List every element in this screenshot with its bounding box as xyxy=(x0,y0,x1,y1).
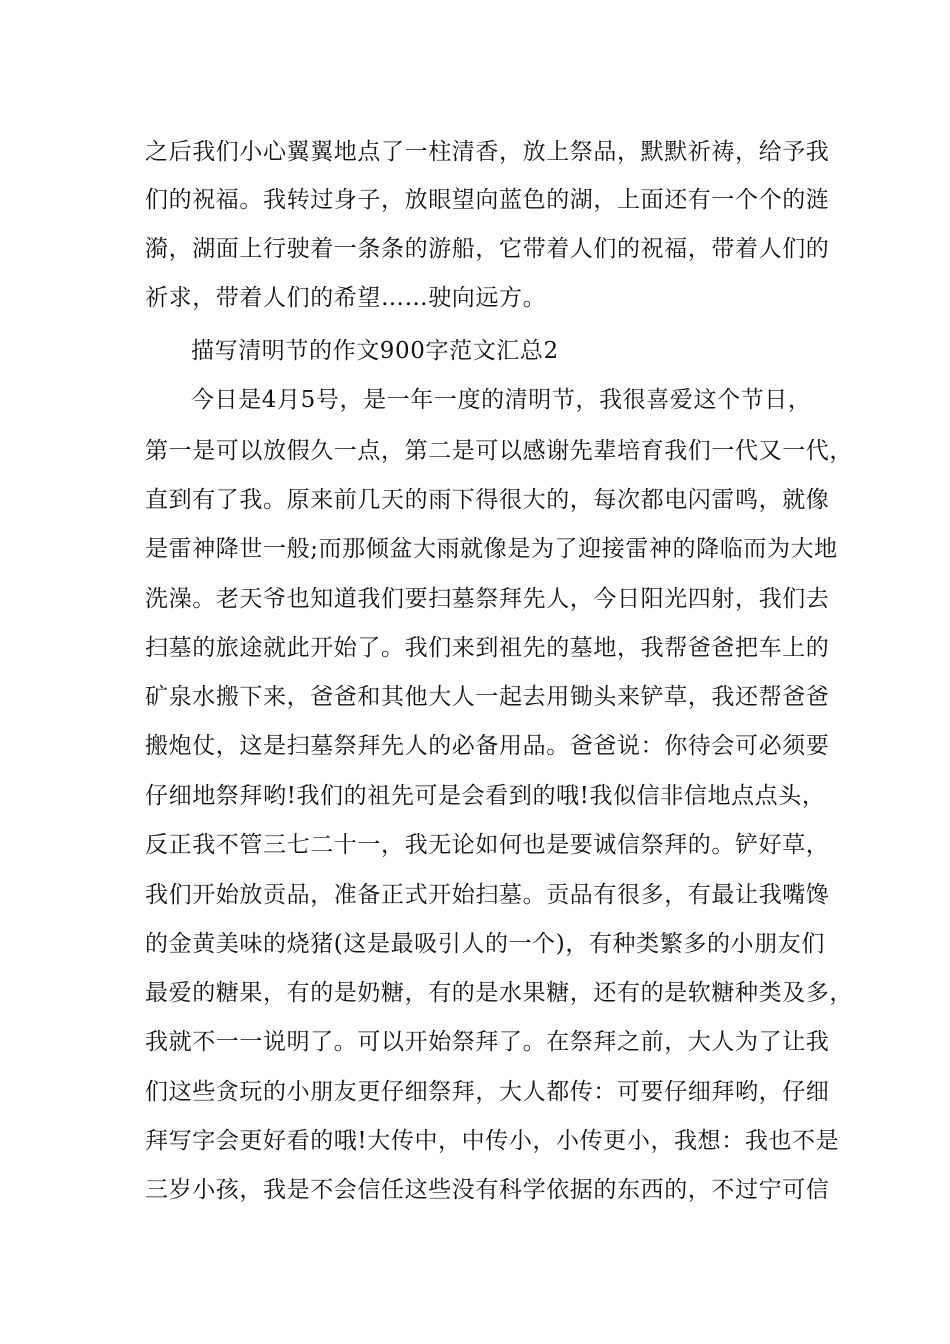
text-line: 是雷神降世一般;而那倾盆大雨就像是为了迎接雷神的降临而为大地 xyxy=(145,536,838,562)
text-line: 之后我们小心翼翼地点了一柱清香，放上祭品，默默祈祷，给予我 xyxy=(145,139,830,165)
text-line: 第一是可以放假久一点，第二是可以感谢先辈培育我们一代又一代， xyxy=(145,438,853,464)
text-line: 最爱的糖果，有的是奶糖，有的是水果糖，还有的是软糖种类及多， xyxy=(145,980,853,1006)
text-line: 三岁小孩，我是不会信任这些没有科学依据的东西的，不过宁可信 xyxy=(145,1177,830,1203)
text-line: 漪，湖面上行驶着一条条的游船，它带着人们的祝福，带着人们的 xyxy=(145,236,830,262)
section-title: 描写清明节的作文900字范文汇总2 xyxy=(191,338,559,364)
text-line: 们这些贪玩的小朋友更仔细祭拜，大人都传：可要仔细拜哟，仔细 xyxy=(145,1079,830,1105)
text-line: 洗澡。老天爷也知道我们要扫墓祭拜先人，今日阳光四射，我们去 xyxy=(145,586,830,612)
text-line: 的金黄美味的烧猪(这是最吸引人的一个)，有种类繁多的小朋友们 xyxy=(145,931,825,957)
text-line: 们的祝福。我转过身子，放眼望向蓝色的湖，上面还有一个个的涟 xyxy=(145,187,830,213)
text-line: 矿泉水搬下来，爸爸和其他大人一起去用锄头来铲草，我还帮爸爸 xyxy=(145,684,830,710)
text-line: 仔细地祭拜哟!我们的祖先可是会看到的哦!我似信非信地点点头， xyxy=(145,783,826,809)
text-line: 拜写字会更好看的哦!大传中，中传小，小传更小，我想：我也不是 xyxy=(145,1128,840,1154)
text-line: 搬炮仗，这是扫墓祭拜先人的必备用品。爸爸说：你待会可必须要 xyxy=(145,733,830,759)
paragraph-first-line: 今日是4月5号，是一年一度的清明节，我很喜爱这个节日， xyxy=(191,387,812,413)
text-line: 扫墓的旅途就此开始了。我们来到祖先的墓地，我帮爸爸把车上的 xyxy=(145,635,830,661)
text-line: 我就不一一说明了。可以开始祭拜了。在祭拜之前，大人为了让我 xyxy=(145,1029,830,1055)
text-line: 直到有了我。原来前几天的雨下得很大的，每次都电闪雷鸣，就像 xyxy=(145,487,830,513)
text-line: 我们开始放贡品，准备正式开始扫墓。贡品有很多，有最让我嘴馋 xyxy=(145,882,830,908)
text-line: 祈求，带着人们的希望……驶向远方。 xyxy=(145,285,547,311)
text-line: 反正我不管三七二十一，我无论如何也是要诚信祭拜的。铲好草， xyxy=(145,832,830,858)
